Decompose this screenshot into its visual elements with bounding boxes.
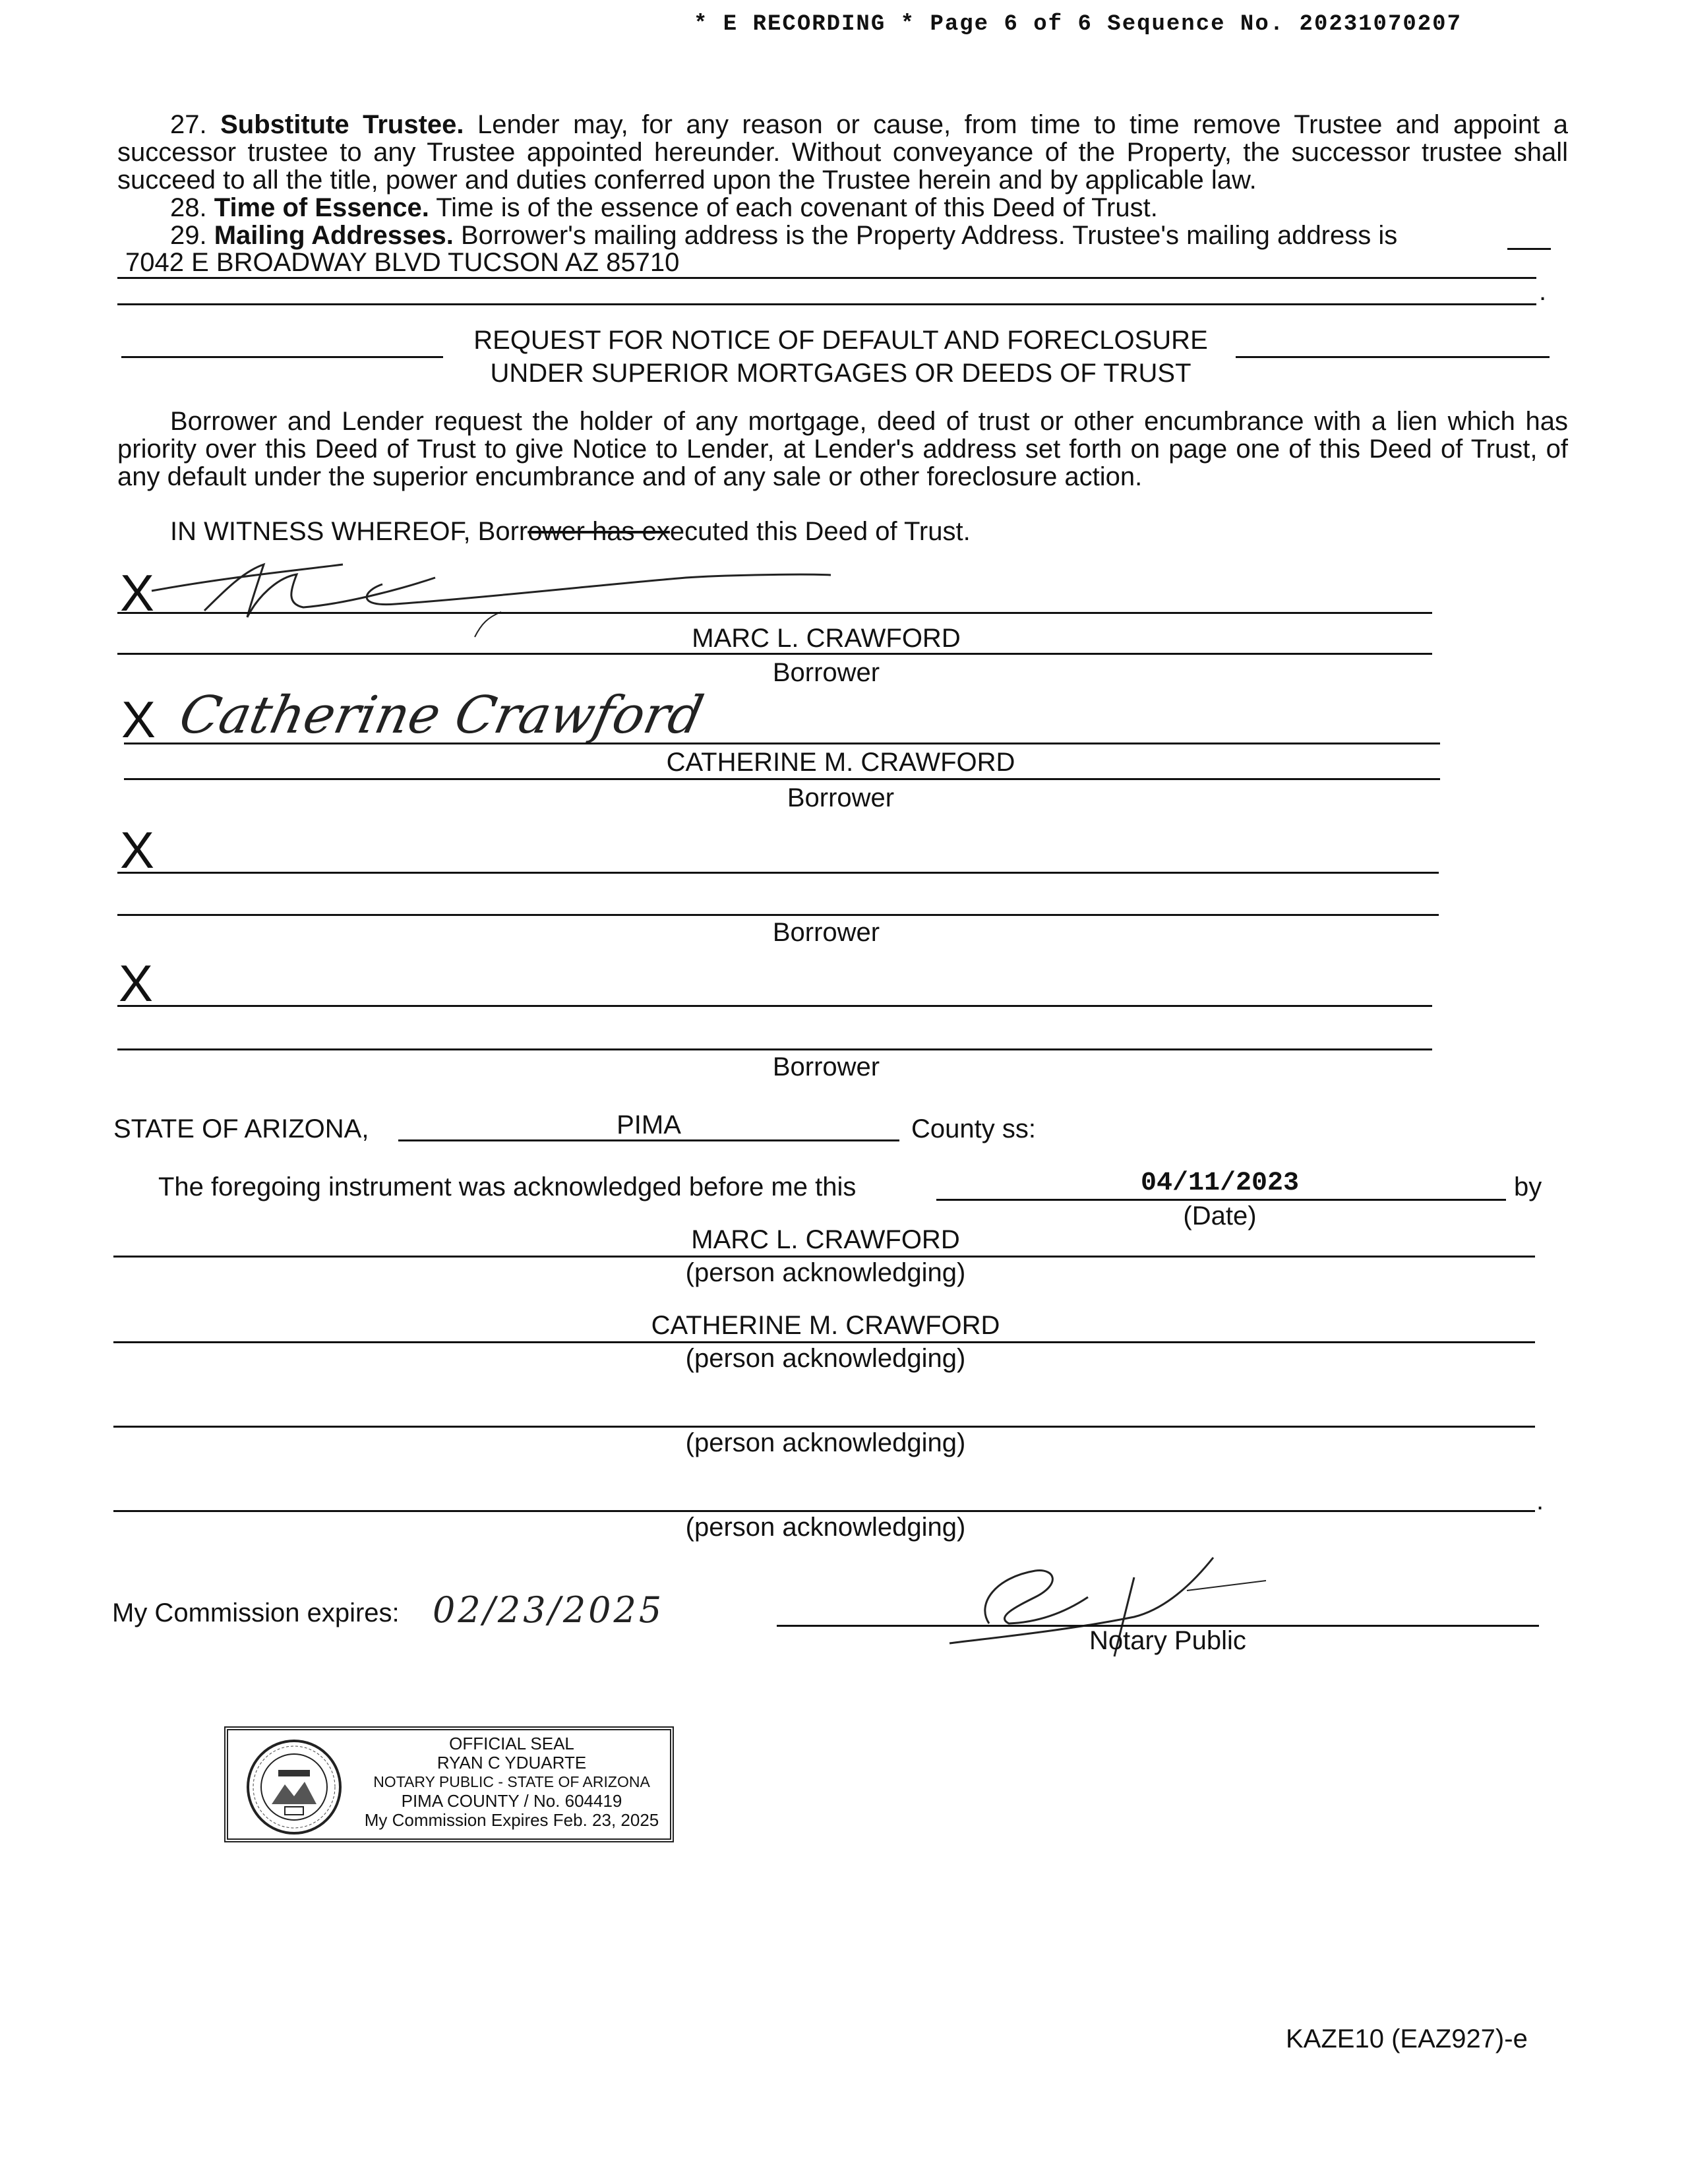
state-label: STATE OF ARIZONA, xyxy=(113,1114,369,1143)
signature-catherine-crawford: Catherine Crawford xyxy=(174,686,709,745)
county-suffix: County ss: xyxy=(911,1114,1036,1143)
borrower1-signature-line xyxy=(117,612,1432,614)
section-27 xyxy=(117,111,1568,194)
trustee-address: 7042 E BROADWAY BLVD TUCSON AZ 85710 xyxy=(125,248,680,277)
person2-name: CATHERINE M. CRAWFORD xyxy=(651,1311,1000,1340)
person1-label: (person acknowledging) xyxy=(685,1258,966,1287)
borrower3-signature-line xyxy=(117,872,1439,874)
arizona-seal-icon xyxy=(245,1738,343,1836)
request-notice-body: Borrower and Lender request the holder of any mortgage, deed of trust or other encumbrance with a lien which has priority over this Deed of Trust to give Notice to Lender, at Lender's address set forth on page one of this Deed of Trust, of any default under the superior encumbrance and of any sale or other foreclosure action. xyxy=(117,407,1568,491)
borrower2-signature-line xyxy=(124,743,1440,744)
acknowledgment-date: 04/11/2023 xyxy=(1140,1168,1300,1198)
address-blank-tail xyxy=(1507,248,1551,250)
borrower4-role: Borrower xyxy=(772,1052,880,1081)
person4-line xyxy=(113,1510,1535,1512)
person3-label: (person acknowledging) xyxy=(685,1428,966,1457)
date-line xyxy=(936,1199,1506,1201)
borrower2-name: CATHERINE M. CRAWFORD xyxy=(666,748,1015,777)
by-label: by xyxy=(1514,1172,1542,1201)
borrower1-name: MARC L. CRAWFORD xyxy=(692,624,961,653)
signature-mark-2: X xyxy=(121,690,156,748)
section-29-title: Mailing Addresses. xyxy=(214,221,454,250)
person1-line xyxy=(113,1256,1535,1258)
struck-text: ower has ex xyxy=(528,517,670,546)
borrower4-signature-line xyxy=(117,1005,1432,1007)
person2-line xyxy=(113,1341,1535,1343)
section-28-body: Time is of the essence of each covenant of this Deed of Trust. xyxy=(436,193,1158,222)
seal-line-4: PIMA COUNTY / No. 604419 xyxy=(401,1791,622,1811)
seal-line-2: RYAN C YDUARTE xyxy=(437,1753,587,1773)
section-28-number: 28. xyxy=(170,193,207,222)
commission-expiration-handwritten: 02/23/2025 xyxy=(433,1589,665,1631)
person3-line xyxy=(113,1426,1535,1428)
signature-mark-1: X xyxy=(120,564,155,622)
date-label: (Date) xyxy=(1183,1201,1257,1230)
borrower1-name-line xyxy=(117,653,1432,655)
section-27-number: 27. xyxy=(170,110,207,139)
address-line-1 xyxy=(117,277,1536,279)
signature-mark-3: X xyxy=(120,821,155,879)
person4-label: (person acknowledging) xyxy=(685,1513,966,1542)
heading-rule-right xyxy=(1236,356,1550,358)
commission-label: My Commission expires: xyxy=(112,1598,400,1627)
section-28 xyxy=(117,194,1568,222)
address-line-2 xyxy=(117,303,1536,305)
seal-line-5: My Commission Expires Feb. 23, 2025 xyxy=(364,1810,659,1830)
borrower2-role: Borrower xyxy=(787,783,895,812)
borrower2-name-line xyxy=(124,778,1440,780)
request-notice-title-2: UNDER SUPERIOR MORTGAGES OR DEEDS OF TRUST xyxy=(490,359,1191,388)
section-28-title: Time of Essence. xyxy=(214,193,429,222)
person1-name: MARC L. CRAWFORD xyxy=(691,1225,960,1254)
section-29-body: Borrower's mailing address is the Property Address. Trustee's mailing address is xyxy=(460,221,1398,250)
request-notice-title-1: REQUEST FOR NOTICE OF DEFAULT AND FORECLOSURE xyxy=(473,326,1208,355)
witness-statement: IN WITNESS WHEREOF, Borrower has executed this Deed of Trust. xyxy=(170,517,971,546)
borrower3-name-line xyxy=(117,914,1439,916)
notary-label: Notary Public xyxy=(1089,1626,1246,1655)
section-27-title: Substitute Trustee. xyxy=(220,110,464,139)
notary-seal xyxy=(224,1726,674,1842)
acknowledgment-intro: The foregoing instrument was acknowledged before me this xyxy=(158,1172,857,1201)
section-29 xyxy=(117,222,1568,249)
seal-text-block xyxy=(360,1734,663,1830)
section-27-body: Lender may, for any reason or cause, from time to time remove Trustee and appoint a successor trustee to any Trustee appointed hereunder. Without conveyance of the Property, the successor trustee shall succeed to all the title, power and duties conferred upon the Trustee herein and by applicable law. xyxy=(117,110,1568,195)
section-29-number: 29. xyxy=(170,221,207,250)
person2-label: (person acknowledging) xyxy=(685,1344,966,1373)
borrower4-name-line xyxy=(117,1048,1432,1050)
recording-header: * E RECORDING * Page 6 of 6 Sequence No. 20231070207 xyxy=(694,12,1462,37)
borrower3-role: Borrower xyxy=(772,918,880,947)
heading-rule-left xyxy=(121,356,443,358)
county-value: PIMA xyxy=(617,1110,681,1139)
form-code: KAZE10 (EAZ927)-e xyxy=(1286,2024,1528,2053)
county-line xyxy=(398,1139,899,1141)
signature-mark-4: X xyxy=(119,954,154,1012)
seal-line-1: OFFICIAL SEAL xyxy=(449,1734,574,1753)
borrower1-role: Borrower xyxy=(772,658,880,687)
seal-line-3: NOTARY PUBLIC - STATE OF ARIZONA xyxy=(373,1773,650,1790)
